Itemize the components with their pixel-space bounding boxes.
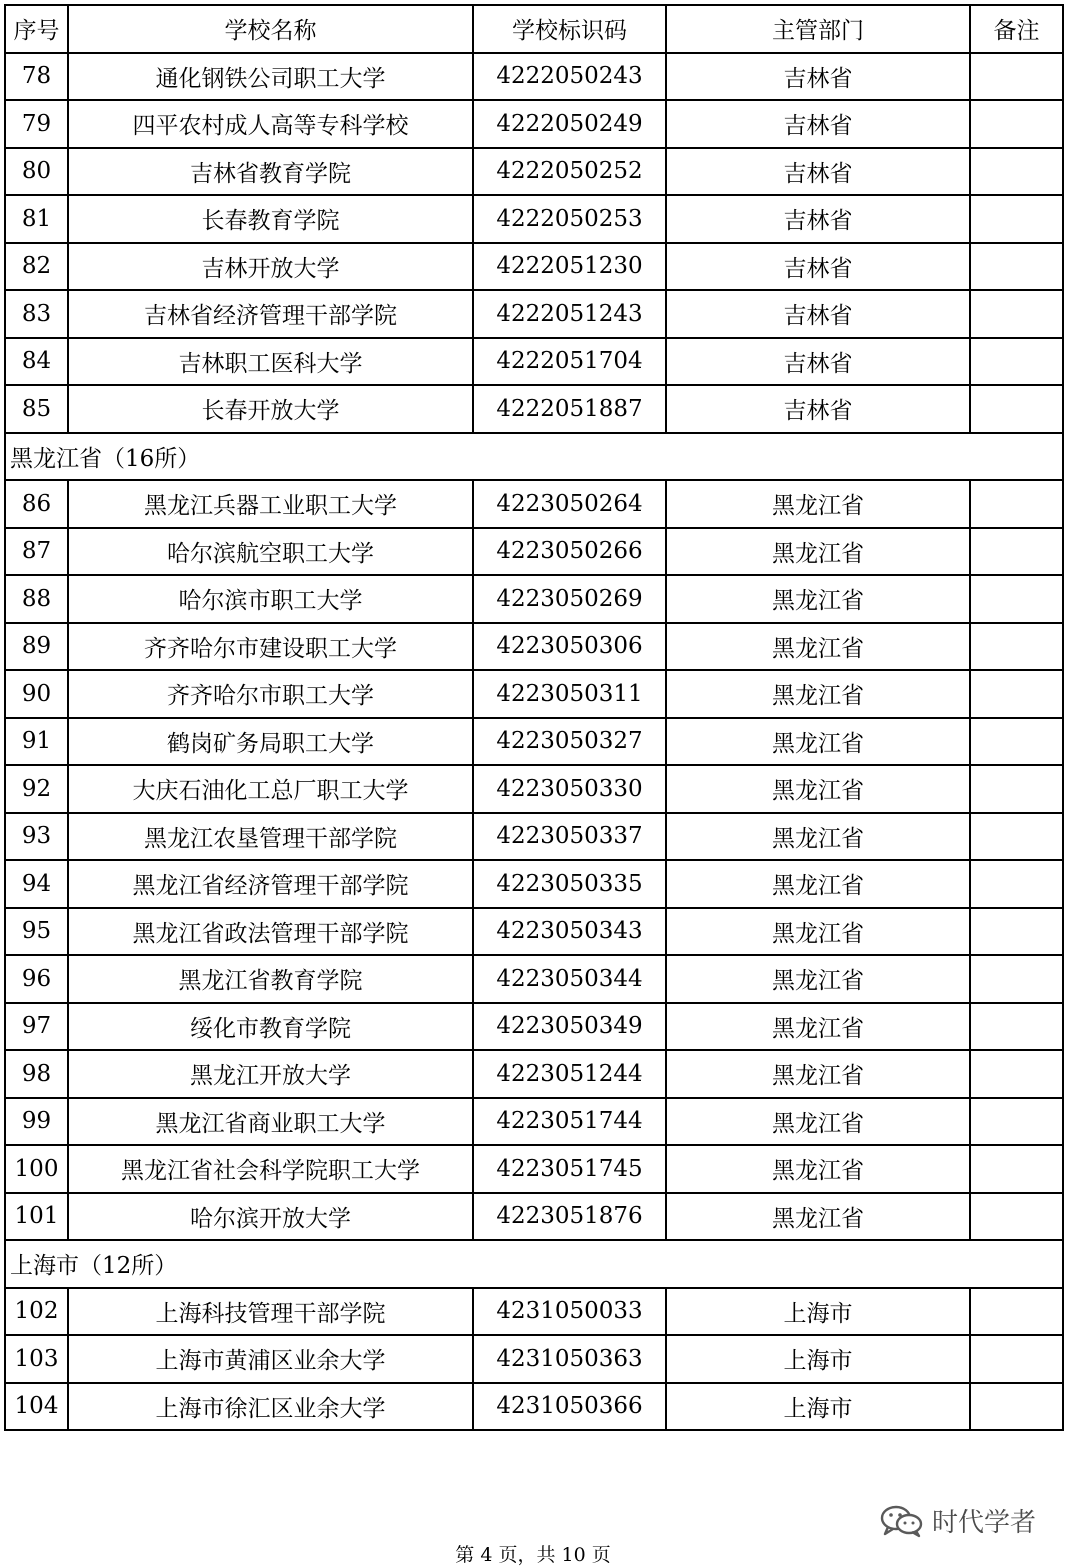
cell-index: 79 [5,100,68,148]
cell-index: 89 [5,623,68,671]
cell-remarks [970,1193,1063,1241]
table-row [5,528,1063,576]
cell-department: 黑龙江省 [666,813,970,861]
cell-school-name: 吉林省教育学院 [68,148,473,196]
cell-school-code: 4223051744 [473,1098,666,1146]
page-footer: 第 4 页，共 10 页 [455,1544,611,1566]
cell-school-code: 4231050033 [473,1288,666,1336]
table-row [5,1288,1063,1336]
cell-index: 84 [5,338,68,386]
table-row [5,1098,1063,1146]
cell-department: 黑龙江省 [666,528,970,576]
cell-index: 85 [5,385,68,433]
cell-school-code: 4222050253 [473,195,666,243]
table-row [5,385,1063,433]
cell-school-code: 4222051887 [473,385,666,433]
cell-department: 黑龙江省 [666,1145,970,1193]
cell-remarks [970,1383,1063,1431]
cell-remarks [970,1288,1063,1336]
cell-index: 95 [5,908,68,956]
cell-school-code: 4222051243 [473,290,666,338]
cell-school-code: 4222050243 [473,53,666,101]
cell-index: 90 [5,670,68,718]
cell-school-code: 4231050366 [473,1383,666,1431]
cell-school-name: 黑龙江省政法管理干部学院 [68,908,473,956]
cell-index: 103 [5,1335,68,1383]
cell-index: 99 [5,1098,68,1146]
cell-school-name: 上海市黄浦区业余大学 [68,1335,473,1383]
cell-remarks [970,1145,1063,1193]
cell-school-name: 上海市徐汇区业余大学 [68,1383,473,1431]
cell-index: 92 [5,765,68,813]
cell-index: 104 [5,1383,68,1431]
cell-school-name: 四平农村成人高等专科学校 [68,100,473,148]
table-row [5,243,1063,291]
cell-department: 吉林省 [666,290,970,338]
table-row [5,860,1063,908]
table-row [5,1383,1063,1431]
table-body [5,53,1063,1431]
header-school-code: 学校标识码 [473,5,666,53]
table-row [5,1050,1063,1098]
cell-department: 黑龙江省 [666,955,970,1003]
cell-index: 93 [5,813,68,861]
cell-department: 吉林省 [666,385,970,433]
cell-index: 86 [5,480,68,528]
cell-department: 黑龙江省 [666,860,970,908]
cell-school-name: 吉林开放大学 [68,243,473,291]
cell-remarks [970,1335,1063,1383]
cell-school-code: 4222050249 [473,100,666,148]
cell-index: 78 [5,53,68,101]
cell-department: 吉林省 [666,195,970,243]
cell-remarks [970,718,1063,766]
cell-department: 吉林省 [666,148,970,196]
cell-department: 黑龙江省 [666,623,970,671]
cell-school-code: 4223050349 [473,1003,666,1051]
cell-remarks [970,955,1063,1003]
cell-department: 吉林省 [666,100,970,148]
table-row [5,1003,1063,1051]
cell-department: 黑龙江省 [666,1098,970,1146]
cell-school-name: 吉林省经济管理干部学院 [68,290,473,338]
cell-remarks [970,53,1063,101]
cell-remarks [970,860,1063,908]
cell-index: 96 [5,955,68,1003]
table-row [5,718,1063,766]
table-row [5,195,1063,243]
cell-school-code: 4223050264 [473,480,666,528]
cell-school-name: 黑龙江兵器工业职工大学 [68,480,473,528]
cell-school-name: 哈尔滨航空职工大学 [68,528,473,576]
table-row [5,290,1063,338]
table-row [5,53,1063,101]
cell-school-name: 黑龙江省经济管理干部学院 [68,860,473,908]
cell-department: 黑龙江省 [666,480,970,528]
cell-school-code: 4223050266 [473,528,666,576]
cell-remarks [970,670,1063,718]
cell-school-name: 黑龙江省社会科学院职工大学 [68,1145,473,1193]
cell-school-code: 4222050252 [473,148,666,196]
cell-school-code: 4223050335 [473,860,666,908]
cell-department: 黑龙江省 [666,575,970,623]
cell-department: 黑龙江省 [666,1193,970,1241]
cell-school-name: 大庆石油化工总厂职工大学 [68,765,473,813]
cell-index: 81 [5,195,68,243]
cell-remarks [970,908,1063,956]
section-row [5,433,1063,481]
cell-department: 上海市 [666,1335,970,1383]
cell-index: 91 [5,718,68,766]
cell-school-name: 绥化市教育学院 [68,1003,473,1051]
cell-department: 吉林省 [666,338,970,386]
cell-index: 97 [5,1003,68,1051]
wechat-icon [880,1504,924,1538]
cell-school-name: 黑龙江开放大学 [68,1050,473,1098]
header-row [5,5,1063,53]
cell-school-code: 4223050269 [473,575,666,623]
cell-department: 吉林省 [666,53,970,101]
cell-remarks [970,528,1063,576]
table-row [5,575,1063,623]
cell-school-name: 黑龙江省商业职工大学 [68,1098,473,1146]
cell-department: 吉林省 [666,243,970,291]
cell-index: 102 [5,1288,68,1336]
cell-school-code: 4223050344 [473,955,666,1003]
cell-school-name: 吉林职工医科大学 [68,338,473,386]
cell-remarks [970,1098,1063,1146]
cell-school-code: 4222051230 [473,243,666,291]
cell-school-name: 长春开放大学 [68,385,473,433]
cell-school-name: 黑龙江省教育学院 [68,955,473,1003]
cell-remarks [970,623,1063,671]
cell-department: 黑龙江省 [666,765,970,813]
cell-school-code: 4223051876 [473,1193,666,1241]
header-remarks: 备注 [970,5,1063,53]
cell-remarks [970,290,1063,338]
table-row [5,670,1063,718]
cell-school-code: 4223051745 [473,1145,666,1193]
table-row [5,955,1063,1003]
cell-remarks [970,1003,1063,1051]
cell-school-name: 黑龙江农垦管理干部学院 [68,813,473,861]
cell-remarks [970,575,1063,623]
table-row [5,1145,1063,1193]
table-row [5,623,1063,671]
cell-remarks [970,195,1063,243]
cell-school-code: 4223050306 [473,623,666,671]
cell-remarks [970,338,1063,386]
table-row [5,813,1063,861]
cell-department: 黑龙江省 [666,908,970,956]
cell-school-code: 4223050330 [473,765,666,813]
section-label: 上海市（12所） [5,1240,1063,1288]
table-row [5,765,1063,813]
header-index: 序号 [5,5,68,53]
cell-school-code: 4231050363 [473,1335,666,1383]
cell-index: 101 [5,1193,68,1241]
cell-index: 87 [5,528,68,576]
cell-index: 82 [5,243,68,291]
cell-department: 上海市 [666,1288,970,1336]
cell-school-code: 4223050343 [473,908,666,956]
cell-school-name: 哈尔滨市职工大学 [68,575,473,623]
table-row [5,1335,1063,1383]
cell-remarks [970,1050,1063,1098]
cell-index: 94 [5,860,68,908]
cell-remarks [970,813,1063,861]
cell-department: 黑龙江省 [666,1050,970,1098]
cell-index: 88 [5,575,68,623]
cell-remarks [970,243,1063,291]
cell-department: 上海市 [666,1383,970,1431]
header-school-name: 学校名称 [68,5,473,53]
school-table [4,4,1064,1431]
cell-school-code: 4223050327 [473,718,666,766]
section-row [5,1240,1063,1288]
cell-school-name: 哈尔滨开放大学 [68,1193,473,1241]
cell-index: 98 [5,1050,68,1098]
cell-department: 黑龙江省 [666,1003,970,1051]
cell-school-name: 通化钢铁公司职工大学 [68,53,473,101]
cell-school-code: 4223050311 [473,670,666,718]
cell-remarks [970,148,1063,196]
section-label: 黑龙江省（16所） [5,433,1063,481]
cell-department: 黑龙江省 [666,718,970,766]
cell-school-name: 鹤岗矿务局职工大学 [68,718,473,766]
cell-department: 黑龙江省 [666,670,970,718]
cell-school-name: 齐齐哈尔市建设职工大学 [68,623,473,671]
cell-remarks [970,385,1063,433]
cell-school-code: 4222051704 [473,338,666,386]
cell-school-code: 4223050337 [473,813,666,861]
watermark-text: 时代学者 [932,1508,1037,1538]
watermark [880,1502,1036,1539]
table-row [5,908,1063,956]
cell-index: 83 [5,290,68,338]
cell-index: 80 [5,148,68,196]
cell-school-name: 上海科技管理干部学院 [68,1288,473,1336]
cell-remarks [970,100,1063,148]
table-row [5,1193,1063,1241]
table-row [5,148,1063,196]
cell-remarks [970,480,1063,528]
header-department: 主管部门 [666,5,970,53]
table-row [5,100,1063,148]
cell-remarks [970,765,1063,813]
cell-index: 100 [5,1145,68,1193]
table-row [5,338,1063,386]
table-row [5,480,1063,528]
cell-school-name: 长春教育学院 [68,195,473,243]
cell-school-name: 齐齐哈尔市职工大学 [68,670,473,718]
cell-school-code: 4223051244 [473,1050,666,1098]
